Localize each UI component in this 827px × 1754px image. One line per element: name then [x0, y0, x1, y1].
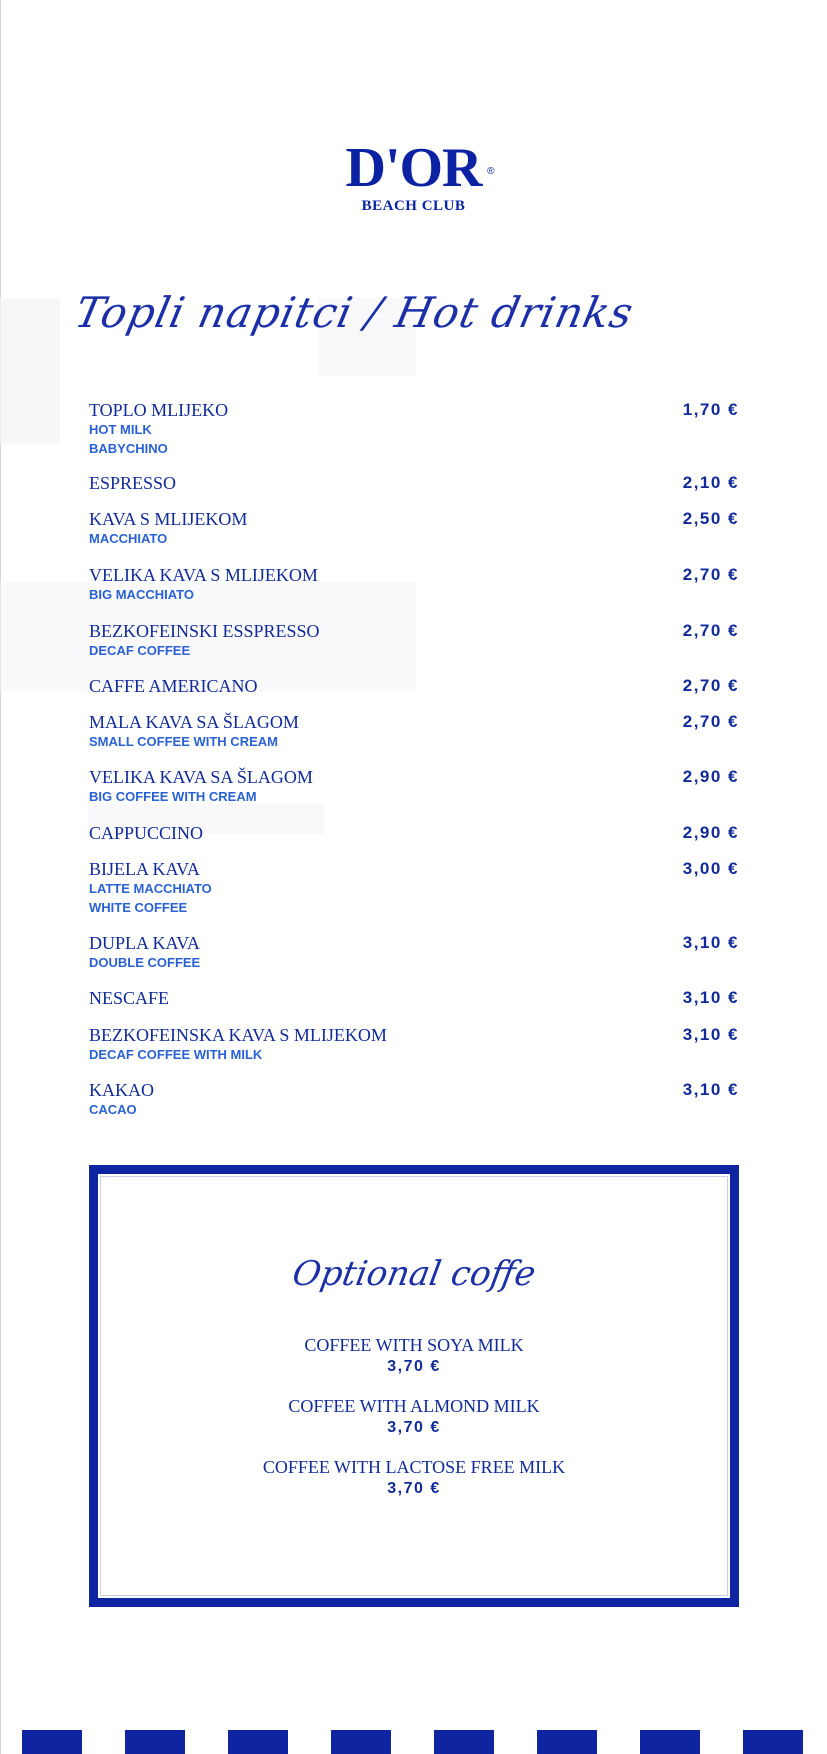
menu-item-price: 3,10 € — [682, 1080, 739, 1099]
menu-item-subtitle: WHITE COFFEE — [89, 900, 188, 915]
menu-item-name: KAKAO — [89, 1080, 154, 1100]
menu-item-price: 2,70 € — [682, 676, 739, 695]
stripe-block — [537, 1730, 597, 1754]
stripe-block — [743, 1730, 803, 1754]
menu-item-name: ESPRESSO — [89, 473, 177, 493]
menu-item-price: 2,90 € — [682, 823, 739, 842]
menu-item — [89, 400, 739, 458]
menu-item-name: VELIKA KAVA S MLIJEKOM — [89, 565, 318, 585]
menu-item-subtitle: BABYCHINO — [89, 441, 168, 456]
menu-item-price: 3,10 € — [682, 988, 739, 1007]
optional-item-price: 3,70 € — [387, 1480, 441, 1497]
menu-item — [89, 1080, 739, 1119]
optional-list — [98, 1334, 730, 1517]
bottom-stripe — [0, 1730, 827, 1754]
menu-item-subtitle: DOUBLE COFFEE — [89, 955, 201, 970]
menu-item-subtitle: DECAF COFFEE — [89, 643, 191, 658]
section-heading: Topli napitci / Hot drinks — [70, 288, 639, 337]
optional-item-price: 3,70 € — [387, 1358, 441, 1375]
menu-item-price: 2,90 € — [682, 767, 739, 786]
menu-item-name: BEZKOFEINSKA KAVA S MLIJEKOM — [89, 1025, 387, 1045]
menu-item-subtitle: CACAO — [89, 1102, 137, 1117]
stripe-block — [640, 1730, 700, 1754]
stripe-block — [434, 1730, 494, 1754]
logo-registered-mark: ® — [487, 166, 494, 177]
menu-item-subtitle: DECAF COFFEE WITH MILK — [89, 1047, 263, 1062]
logo-wordmark — [345, 137, 494, 199]
menu-item-name: DUPLA KAVA — [89, 933, 200, 953]
ghost-artifact — [0, 298, 60, 443]
menu-item — [89, 473, 739, 493]
optional-item-price: 3,70 € — [387, 1419, 441, 1436]
menu-item-name: BIJELA KAVA — [89, 859, 200, 879]
logo-main-text: D'OR — [345, 137, 482, 199]
menu-item-name: CAPPUCCINO — [89, 823, 204, 843]
menu-item-name: KAVA S MLIJEKOM — [89, 509, 248, 529]
menu-item-price: 2,50 € — [682, 509, 739, 528]
menu-item-subtitle: LATTE MACCHIATO — [89, 881, 212, 896]
menu-item — [89, 676, 739, 696]
menu-item-price: 1,70 € — [682, 400, 739, 419]
menu-item-name: CAFFE AMERICANO — [89, 676, 258, 696]
stripe-block — [331, 1730, 391, 1754]
menu-item-name: TOPLO MLIJEKO — [89, 400, 229, 420]
optional-item-name: COFFEE WITH LACTOSE FREE MILK — [262, 1457, 566, 1477]
menu-item — [89, 712, 739, 751]
menu-item-price: 2,70 € — [682, 565, 739, 584]
stripe-block — [125, 1730, 185, 1754]
menu-item-price: 3,00 € — [682, 859, 739, 878]
page-edge — [0, 0, 1, 1754]
menu-item — [89, 509, 739, 548]
menu-item-price: 2,70 € — [682, 712, 739, 731]
optional-item-name: COFFEE WITH ALMOND MILK — [288, 1396, 540, 1416]
optional-title: Optional coffe — [289, 1254, 539, 1294]
stripe-block — [228, 1730, 288, 1754]
menu-item-price: 2,10 € — [682, 473, 739, 492]
menu-item-subtitle: HOT MILK — [89, 422, 152, 437]
optional-item — [98, 1456, 730, 1500]
menu-item — [89, 933, 739, 972]
menu-item — [89, 823, 739, 843]
menu-item-subtitle: BIG MACCHIATO — [89, 587, 194, 602]
menu-item-price: 2,70 € — [682, 621, 739, 640]
menu-item-name: MALA KAVA SA ŠLAGOM — [89, 712, 299, 732]
menu-item-subtitle: BIG COFFEE WITH CREAM — [89, 789, 257, 804]
menu-item-price: 3,10 € — [682, 933, 739, 952]
menu-item — [89, 988, 739, 1008]
menu-item — [89, 621, 739, 660]
menu-item — [89, 565, 739, 604]
menu-item-price: 3,10 € — [682, 1025, 739, 1044]
stripe-block — [22, 1730, 82, 1754]
optional-item-name: COFFEE WITH SOYA MILK — [304, 1335, 524, 1355]
menu-item-subtitle: SMALL COFFEE WITH CREAM — [89, 734, 278, 749]
optional-item — [98, 1395, 730, 1439]
menu-item — [89, 767, 739, 806]
optional-item — [98, 1334, 730, 1378]
optional-coffee-box — [89, 1165, 739, 1607]
menu-item-subtitle: MACCHIATO — [89, 531, 168, 546]
brand-logo — [0, 137, 827, 215]
menu-item — [89, 859, 739, 917]
menu-item-name: VELIKA KAVA SA ŠLAGOM — [89, 767, 313, 787]
menu-item-name: BEZKOFEINSKI ESSPRESSO — [89, 621, 320, 641]
menu-item-name: NESCAFE — [89, 988, 170, 1008]
logo-subtitle: BEACH CLUB — [361, 198, 466, 214]
menu-item — [89, 1025, 739, 1064]
